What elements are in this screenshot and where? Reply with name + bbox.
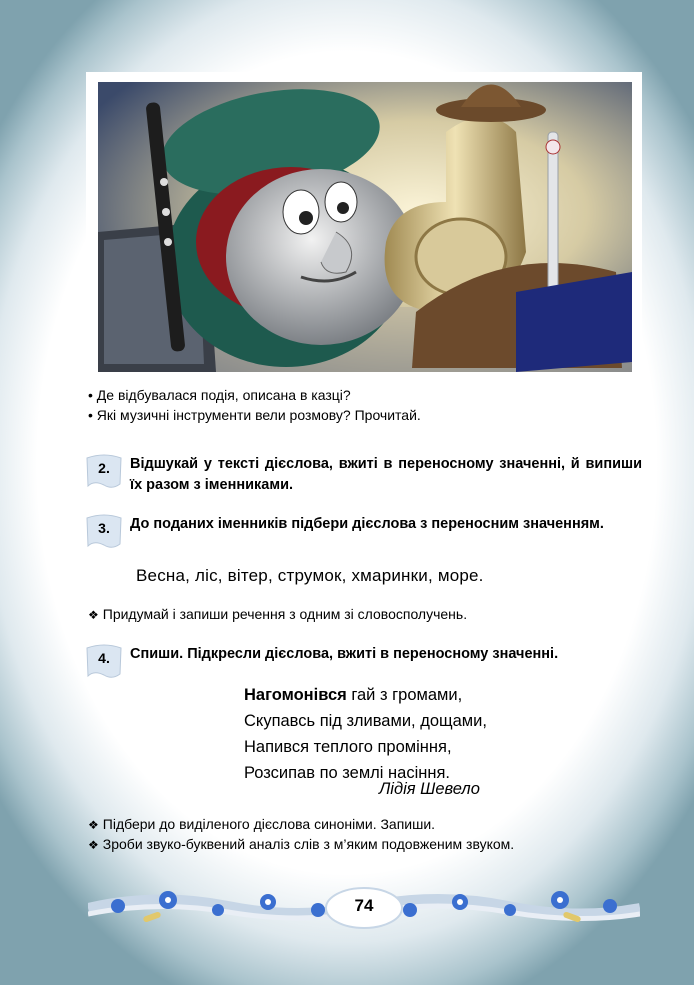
question-item: • Де відбувалася подія, описана в казці? <box>88 387 351 403</box>
diamond-bullet-icon: ❖ <box>88 608 99 622</box>
diamond-bullet-icon: ❖ <box>88 818 99 832</box>
task-text: До поданих іменників підбери дієслова з переносним значенням. <box>130 516 604 532</box>
diamond-bullet-icon: ❖ <box>88 838 99 852</box>
question-list <box>88 386 421 425</box>
task-number-badge: 4. <box>84 644 124 678</box>
question-item: • Які музичні інструменти вели розмову? Прочитай. <box>88 406 421 423</box>
illustration-instruments <box>86 72 642 380</box>
final-note-2: ❖ Зроби звуко-буквений аналіз слів з м’яким подовженим звуком. <box>88 836 515 852</box>
creative-note: ❖ Придумай і запиши речення з одним зі словосполучень. <box>88 606 468 622</box>
poem <box>244 682 487 786</box>
poem-author: Лідія Шевело <box>379 780 480 798</box>
poem-line: Напився теплого проміння, <box>244 738 452 756</box>
highlighted-verb: Нагомонівся <box>244 686 347 704</box>
word-list: Весна, ліс, вітер, струмок, хмаринки, море. <box>136 566 484 585</box>
task-text: Спиши. Підкресли дієслова, вжиті в переносному значенні. <box>130 646 559 662</box>
page-number: 74 <box>354 896 374 915</box>
final-note-1: ❖ Підбери до виділеного дієслова синоніми. Запиши. <box>88 816 436 832</box>
poem-line: Нагомонівся гай з громами, <box>244 686 463 704</box>
task-number-badge: 2. <box>84 454 124 488</box>
task-number-badge: 3. <box>84 514 124 548</box>
poem-line: Скупавсь під зливами, дощами, <box>244 712 487 730</box>
task-text: Відшукай у тексті дієслова, вжиті в переносному значенні, й випиши їх разом з іменниками. <box>130 456 642 493</box>
poem-line: Розсипав по землі насіння. <box>244 764 451 782</box>
